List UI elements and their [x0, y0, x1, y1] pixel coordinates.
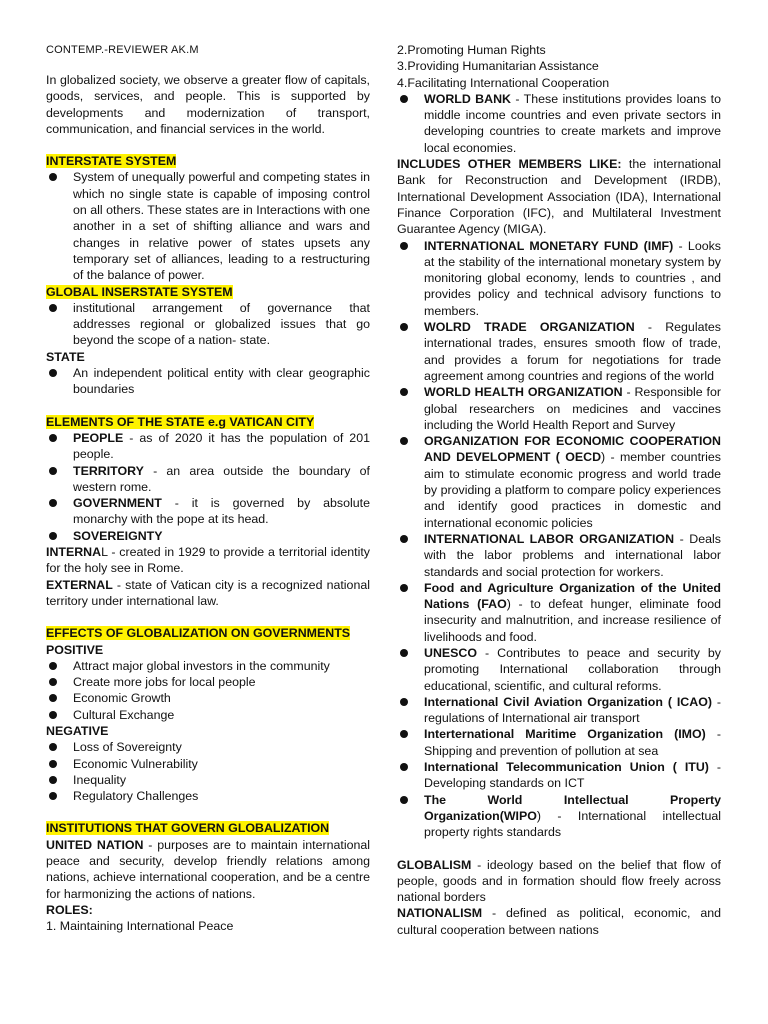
- term-desc: - an area outside the boundary of western rome.: [73, 463, 370, 494]
- term-label: WORLD HEALTH ORGANIZATION: [424, 385, 623, 400]
- role-item: 4.Facilitating International Cooperation: [397, 75, 610, 90]
- interstate-list: [46, 169, 370, 283]
- role-item: 1. Maintaining International Peace: [46, 919, 234, 934]
- term-label: Interternational Maritime Organization (IMO): [424, 727, 706, 742]
- elements-heading: ELEMENTS OF THE STATE e.g VATICAN CITY: [46, 414, 315, 429]
- term-label: UNESCO: [424, 645, 478, 660]
- term-desc: the international Bank for Reconstruction and Development (IRDB), International Development Association (IDA), International Finance Corporation (IFC), and Multilateral Investment Guarantee Agency (MIGA).: [397, 157, 721, 237]
- term-label: GOVERNMENT: [73, 496, 162, 511]
- interstate-heading: INTERSTATE SYSTEM: [46, 154, 177, 169]
- term-desc: - Shipping and prevention of pollution at sea: [424, 727, 721, 758]
- state-list: [46, 365, 370, 398]
- term-label: INTERNATIONAL LABOR ORGANIZATION: [424, 531, 675, 546]
- term-label: INCLUDES OTHER MEMBERS LIKE:: [397, 157, 622, 172]
- term-label: INTERNA: [46, 545, 102, 560]
- document-header: CONTEMP.-REVIEWER AK.M: [46, 44, 199, 56]
- term-label: WOLRD TRADE ORGANIZATION: [424, 320, 635, 335]
- globalism-paragraph: [397, 857, 721, 906]
- role-item: 3.Providing Humanitarian Assistance: [397, 59, 599, 74]
- list-item: System of unequally powerful and competing states in which no single state is capable of imposing control on all others. These states are in Interactions with one another in a set of shifting alliance and wars and changes in relative power of states upsets any temporary set of alliances, leading to a restructuring of the balance of power.: [46, 169, 370, 283]
- list-item: [397, 580, 721, 645]
- term-label: PEOPLE: [73, 430, 124, 445]
- roles-label: ROLES:: [46, 902, 93, 917]
- list-item: Attract major global investors in the community: [46, 658, 370, 674]
- negative-list: [46, 739, 370, 804]
- world-bank-list: [397, 91, 721, 156]
- term-desc: - Regulates international trades, ensures smooth flow of trade, and provides a forum for negotiations for trade agreement among countries and regions of the world: [424, 320, 721, 383]
- negative-label: NEGATIVE: [46, 723, 109, 738]
- term-desc: - created in 1929 to provide a territorial identity for the holy see in Rome.: [46, 545, 370, 576]
- term-desc: ) - to defeat hunger, eliminate food insecurity and malnutrition, and increase resilience of livelihoods and food.: [424, 597, 721, 644]
- list-item: Regulatory Challenges: [46, 788, 370, 804]
- list-item: [397, 91, 721, 156]
- intro-paragraph: In globalized society, we observe a greater flow of capitals, goods, services, and people. This is supported by developments and modernization of transport, communication, and financial services in the world.: [46, 73, 370, 136]
- list-item: [397, 645, 721, 694]
- list-item: Cultural Exchange: [46, 707, 370, 723]
- left-column: [46, 42, 370, 935]
- term-desc: - defined as political, economic, and cultural cooperation between nations: [397, 906, 721, 937]
- term-desc: - Developing standards on ICT: [424, 760, 721, 791]
- list-item: [397, 433, 721, 531]
- term-label: NATIONALISM: [397, 906, 483, 921]
- list-item: Economic Growth: [46, 690, 370, 706]
- term-desc: ) - member countries aim to stimulate economic progress and world trade by providing a platform to compare policy experiences and identify good practices in domestic and international economic policies: [424, 450, 721, 530]
- list-item: [397, 384, 721, 433]
- global-interstate-list: [46, 300, 370, 349]
- term-desc: - Contributes to peace and security by promoting International collaboration through educational, scientific, and cultural reforms.: [424, 645, 721, 693]
- global-interstate-heading: GLOBAL INSERSTATE SYSTEM: [46, 284, 233, 299]
- term-label: INTERNATIONAL MONETARY FUND (IMF): [424, 238, 674, 253]
- term-desc: - Responsible for global researchers on medicines and vaccines including the World Health Report and Survey: [424, 385, 722, 432]
- term-desc: - Looks at the stability of the international monetary system by monitoring global economy, lends to countries , and provides policy and technical advisory functions to members.: [424, 238, 721, 318]
- positive-list: [46, 658, 370, 723]
- positive-label: POSITIVE: [46, 642, 104, 657]
- state-heading: STATE: [46, 349, 85, 364]
- list-item: Loss of Sovereignty: [46, 739, 370, 755]
- term-label: UNITED NATION: [46, 837, 144, 852]
- list-item: [397, 531, 721, 580]
- term-desc: - These institutions provides loans to middle income countries and even private sectors in developing countries to create markets and improve local economies.: [424, 91, 721, 155]
- un-paragraph: [46, 837, 370, 902]
- term-label: WORLD BANK: [424, 91, 511, 106]
- term-label: EXTERNAL: [46, 577, 113, 592]
- internal-paragraph: [46, 544, 370, 577]
- list-item: [46, 430, 370, 463]
- list-item: [397, 238, 721, 319]
- list-item: [46, 528, 370, 544]
- list-item: [46, 495, 370, 528]
- term-label: ORGANIZATION FOR ECONOMIC COOPERATION AND DEVELOPMENT ( OECD: [424, 434, 721, 465]
- term-desc: - as of 2020 it has the population of 201 people.: [73, 430, 370, 462]
- term-label: The World Intellectual Property Organization(WIPO: [424, 792, 721, 823]
- role-item: 2.Promoting Human Rights: [397, 43, 546, 57]
- term-desc: - ideology based on the belief that flow of people, goods and in formation should flow freely across national borders: [397, 857, 721, 905]
- list-item: [397, 694, 721, 727]
- term-label: International Telecommunication Union ( ITU): [424, 760, 709, 775]
- effects-heading: EFFECTS OF GLOBALIZATION ON GOVERNMENTS: [46, 626, 351, 641]
- nationalism-paragraph: [397, 905, 721, 938]
- term-label: TERRITORY: [73, 463, 144, 478]
- term-label: GLOBALISM: [397, 857, 472, 872]
- term-rest: L: [101, 545, 108, 560]
- list-item: [397, 319, 721, 384]
- external-paragraph: [46, 577, 370, 610]
- list-item: [397, 759, 721, 792]
- term-desc: - regulations of International air transport: [424, 694, 722, 726]
- list-item: Create more jobs for local people: [46, 674, 370, 690]
- term-label: International Civil Aviation Organization ( ICAO): [424, 694, 712, 709]
- term-desc: - it is governed by absolute monarchy with the pope at its head.: [73, 496, 370, 527]
- list-item: [397, 792, 721, 841]
- term-label: SOVEREIGNTY: [73, 528, 163, 543]
- institutions-heading: INSTITUTIONS THAT GOVERN GLOBALIZATION: [46, 821, 330, 836]
- list-item: institutional arrangement of governance that addresses regional or globalized issues that go beyond the scope of a nation- state.: [46, 300, 370, 349]
- list-item: Inequality: [46, 772, 370, 788]
- list-item: An independent political entity with clear geographic boundaries: [46, 365, 370, 398]
- term-label: Food and Agriculture Organization of the United Nations (FAO: [424, 580, 721, 612]
- term-desc: - state of Vatican city is a recognized national territory under international law.: [46, 577, 370, 608]
- right-column: [397, 42, 721, 938]
- includes-paragraph: [397, 156, 721, 237]
- list-item: Economic Vulnerability: [46, 756, 370, 772]
- term-desc: - purposes are to maintain international peace and security, develop friendly relations among nations, achieve international cooperation, and be a centre for harmonizing the actions of nations.: [46, 837, 370, 901]
- term-desc: - Deals with the labor problems and international labor standards and social protection for workers.: [424, 531, 721, 579]
- elements-list: [46, 430, 370, 544]
- organizations-list: [397, 238, 721, 841]
- list-item: [46, 463, 370, 496]
- term-desc: ) - International intellectual property rights standards: [424, 808, 721, 840]
- list-item: [397, 726, 721, 759]
